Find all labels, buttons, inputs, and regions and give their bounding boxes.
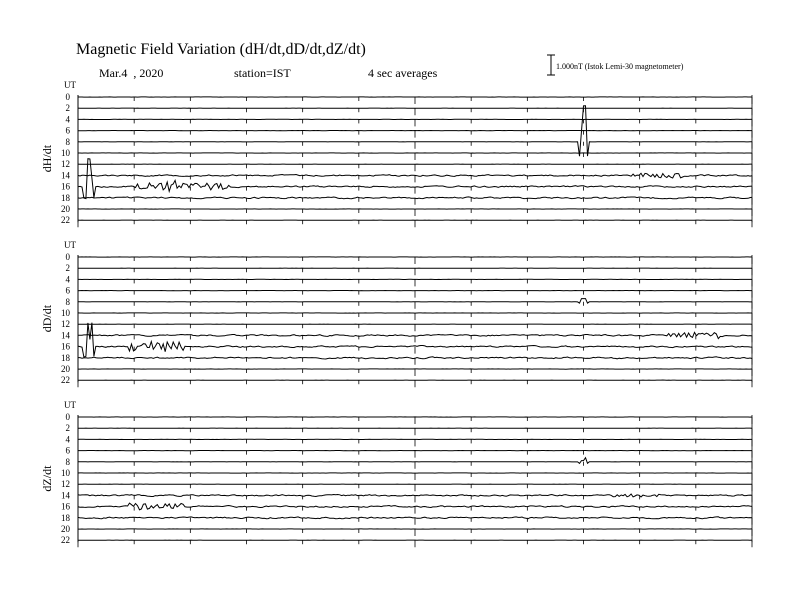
row-tick-label: 16 [61,501,70,512]
row-tick-label: 10 [61,308,70,318]
row-tick-label: 6 [65,125,70,136]
panel-dZ-dt [40,400,752,547]
axis-label-dD-dt: dD/dt [40,304,54,333]
row-tick-label: 0 [65,412,70,422]
row-tick-label: 20 [61,204,70,214]
row-tick-label: 18 [61,352,70,363]
row-tick-label: 4 [65,434,70,445]
row-tick-label: 10 [61,148,70,158]
row-tick-label: 14 [61,170,70,181]
row-tick-label: 4 [65,114,70,125]
station-label: station=IST [234,66,291,80]
row-tick-label: 6 [65,445,70,456]
row-tick-label: 8 [65,136,70,147]
row-tick-label: 2 [65,263,70,274]
axis-label-dH-dt: dH/dt [40,144,54,173]
scale-note: 1.000nT (Istok Lemi-30 magnetometer) [556,62,684,71]
row-tick-label: 10 [61,468,70,478]
ut-label: UT [64,80,76,90]
row-tick-label: 12 [61,159,70,170]
ut-label: UT [64,240,76,250]
row-tick-label: 20 [61,524,70,534]
row-tick-label: 12 [61,479,70,490]
row-tick-label: 18 [61,192,70,203]
row-tick-label: 0 [65,252,70,262]
panel-dH-dt [40,80,752,227]
axis-label-dZ-dt: dZ/dt [40,465,54,492]
row-tick-label: 14 [61,330,70,341]
row-tick-label: 16 [61,181,70,192]
row-tick-label: 8 [65,296,70,307]
ut-label: UT [64,400,76,410]
figure-title: Magnetic Field Variation (dH/dt,dD/dt,dZ/dt) [76,41,366,58]
row-tick-label: 4 [65,274,70,285]
row-tick-label: 8 [65,456,70,467]
row-tick-label: 2 [65,103,70,114]
row-tick-label: 18 [61,512,70,523]
row-tick-label: 12 [61,319,70,330]
scale-bar [547,55,555,75]
date-label: Mar.4 , 2020 [99,66,164,80]
row-tick-label: 22 [61,375,70,386]
row-tick-label: 6 [65,285,70,296]
row-tick-label: 14 [61,490,70,501]
averaging-label: 4 sec averages [368,66,438,80]
row-tick-label: 2 [65,423,70,434]
row-tick-label: 22 [61,215,70,226]
row-tick-label: 20 [61,364,70,374]
panel-dD-dt [40,240,752,387]
row-tick-label: 0 [65,92,70,102]
row-tick-label: 16 [61,341,70,352]
row-tick-label: 22 [61,535,70,546]
